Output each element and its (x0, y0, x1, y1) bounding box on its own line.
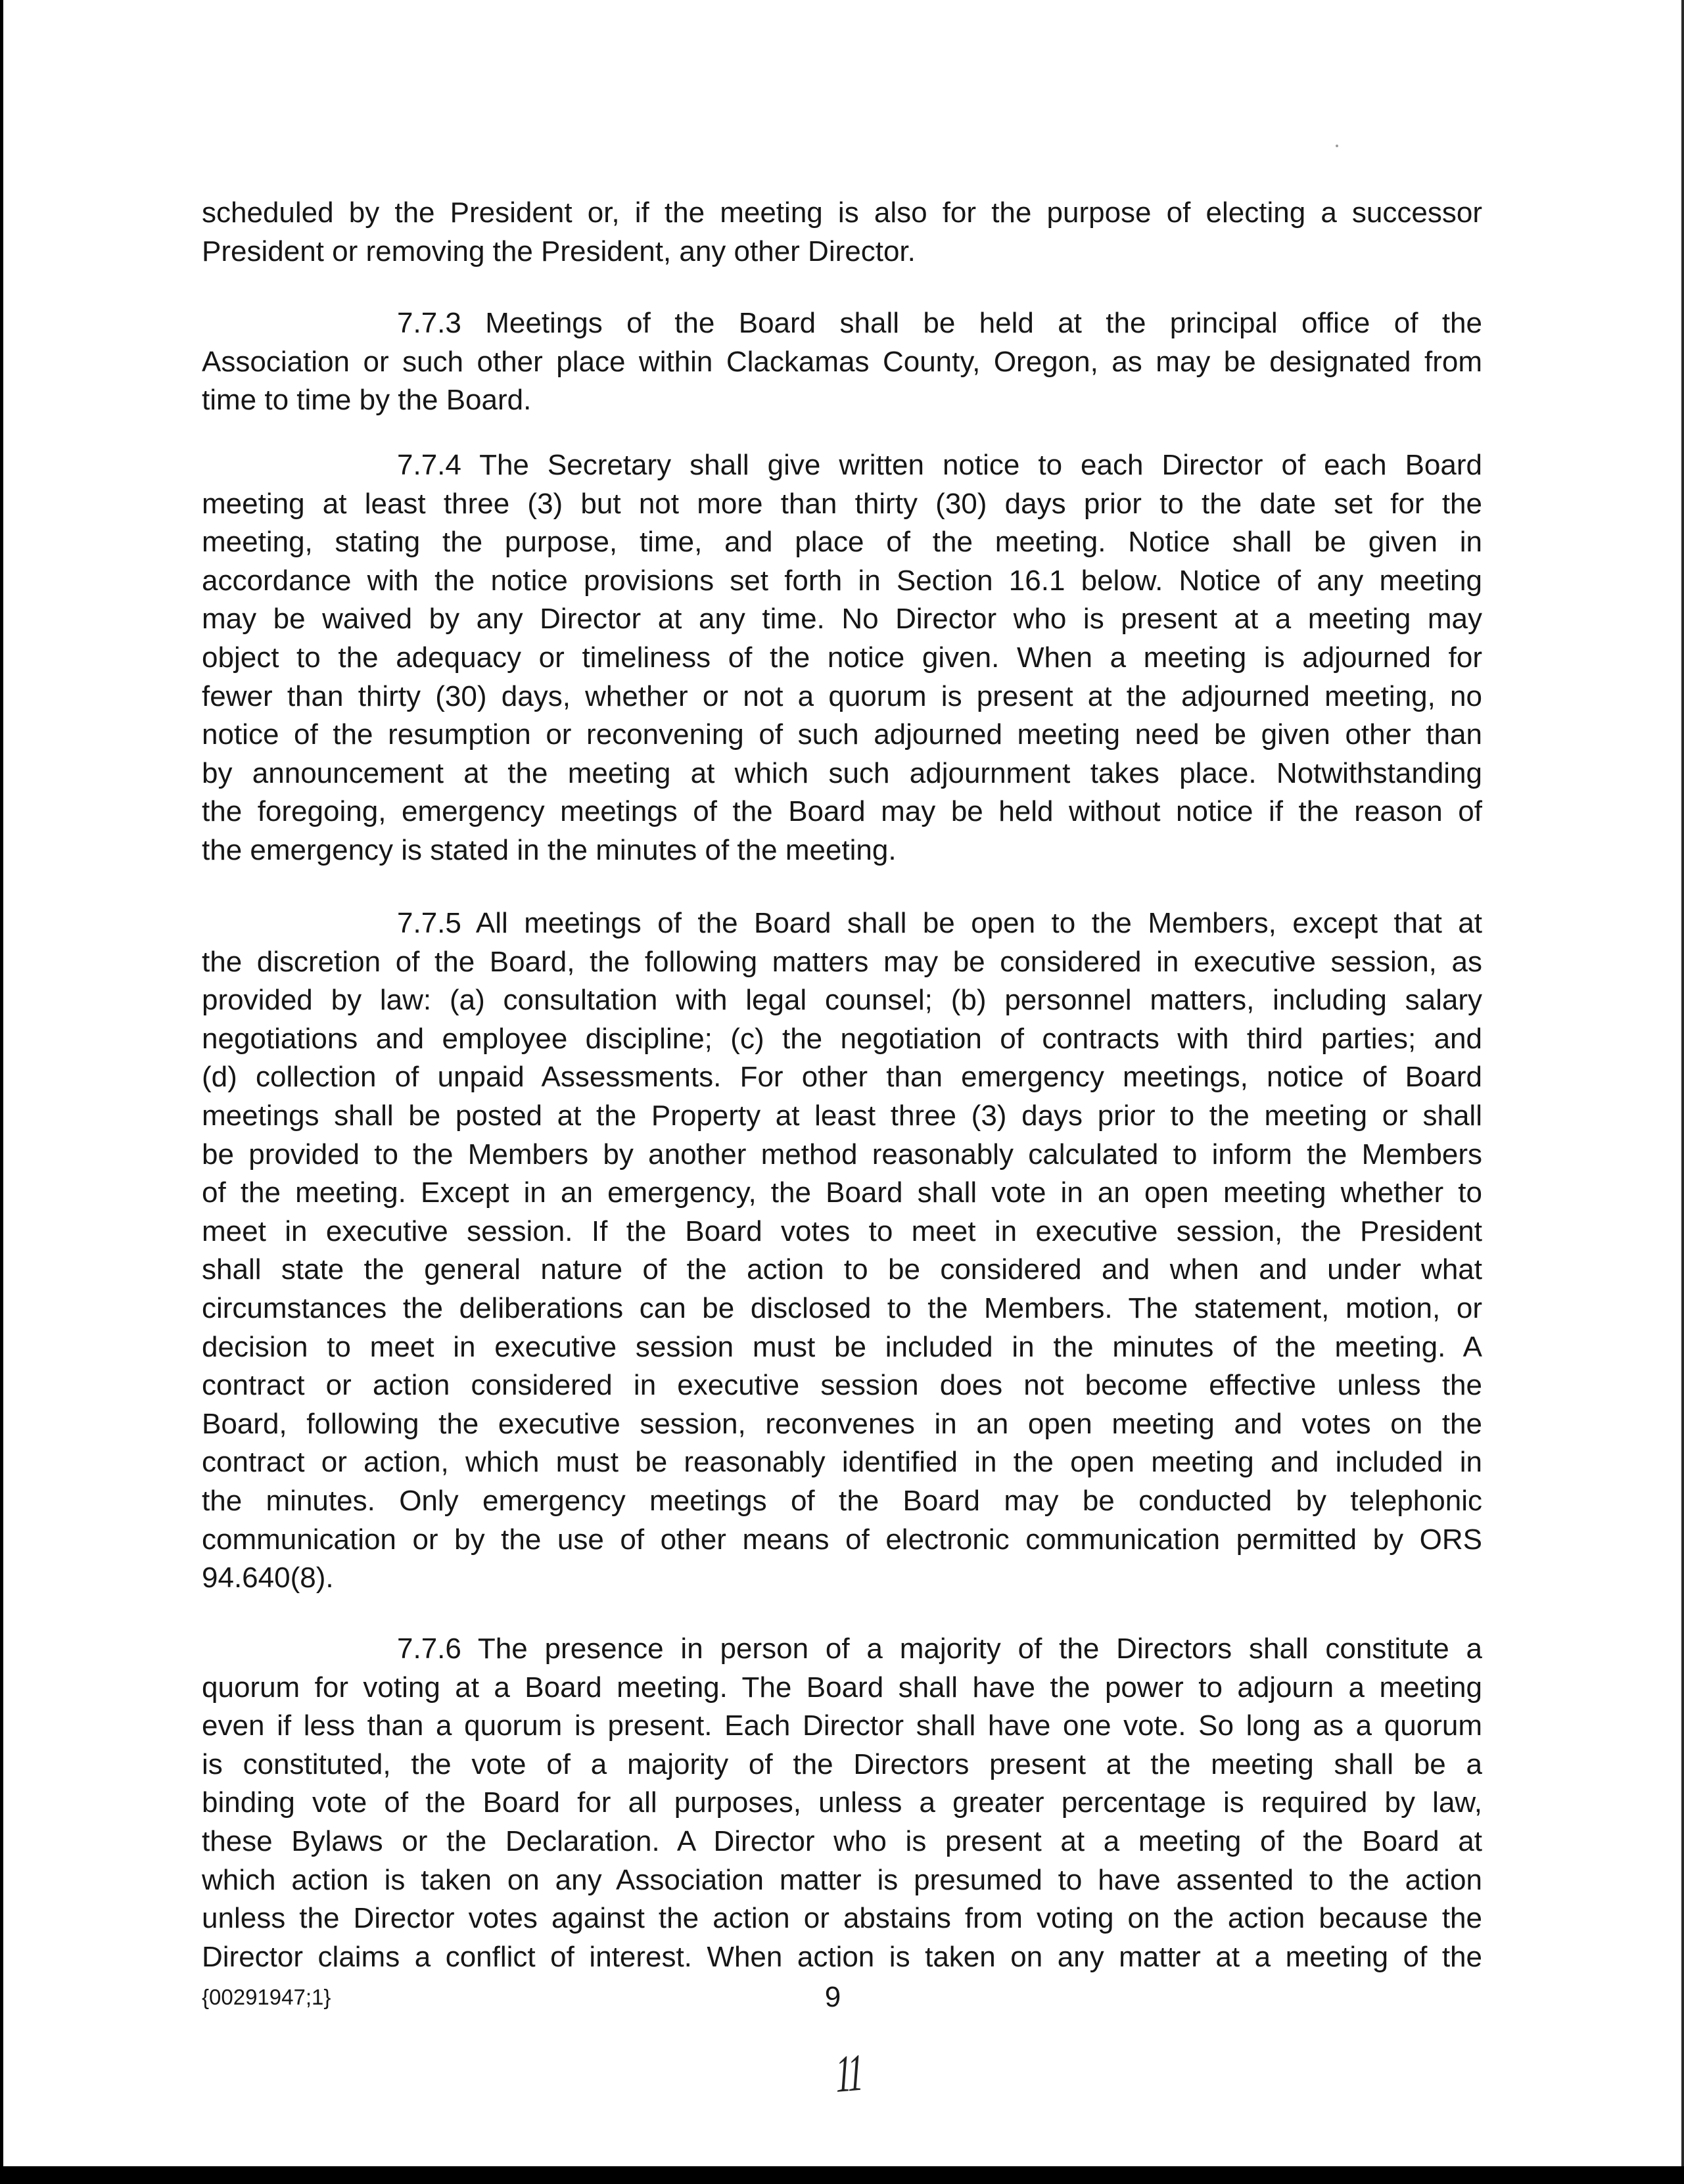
text-line: accordance with the notice provisions set forth in Section 16.1 below. Notice of any meeting (202, 564, 1482, 597)
text-line: negotiations and employee discipline; (c) the negotiation of contracts with third parties; and (202, 1022, 1482, 1055)
text-line: even if less than a quorum is present. Each Director shall have one vote. So long as a quorum (202, 1709, 1482, 1742)
text-line: decision to meet in executive session must be included in the minutes of the meeting. A (202, 1330, 1482, 1363)
text-line: these Bylaws or the Declaration. A Director who is present at a meeting of the Board at (202, 1824, 1482, 1857)
scan-edge-left (0, 0, 3, 2184)
text-line: meet in executive session. If the Board votes to meet in executive session, the President (202, 1215, 1482, 1247)
text-line: 7.7.4 The Secretary shall give written notice to each Director of each Board (397, 449, 1482, 481)
text-line: President or removing the President, any other Director. (202, 235, 916, 267)
text-line: the minutes. Only emergency meetings of the Board may be conducted by telephonic (202, 1484, 1482, 1517)
text-line: quorum for voting at a Board meeting. The Board shall have the power to adjourn a meeting (202, 1671, 1482, 1704)
footer-page-number: 9 (824, 1981, 841, 2013)
text-line: which action is taken on any Association matter is presumed to have assented to the action (202, 1863, 1482, 1896)
text-line: object to the adequacy or timeliness of the notice given. When a meeting is adjourned for (202, 641, 1482, 674)
scan-edge-right (1681, 0, 1684, 2184)
paragraph-continuation (202, 194, 1482, 271)
text-line: 7.7.5 All meetings of the Board shall be open to the Members, except that at (397, 907, 1482, 939)
text-line: time to time by the Board. (202, 384, 532, 417)
text-line: the discretion of the Board, the following matters may be considered in executive session, as (202, 945, 1482, 978)
text-line: is constituted, the vote of a majority of the Directors present at the meeting shall be a (202, 1748, 1482, 1780)
text-line: provided by law: (a) consultation with legal counsel; (b) personnel matters, including salary (202, 984, 1482, 1017)
text-line: notice of the resumption or reconvening of such adjourned meeting need be given other than (202, 718, 1482, 751)
text-line: may be waived by any Director at any time. No Director who is present at a meeting may (202, 603, 1482, 636)
text-line: scheduled by the President or, if the meeting is also for the purpose of electing a successor (202, 197, 1482, 229)
text-line: binding vote of the Board for all purposes, unless a greater percentage is required by law, (202, 1786, 1482, 1819)
text-line: fewer than thirty (30) days, whether or not a quorum is present at the adjourned meeting, no (202, 680, 1482, 712)
text-line: (d) collection of unpaid Assessments. For other than emergency meetings, notice of Board (202, 1061, 1482, 1094)
text-line: 7.7.3 Meetings of the Board shall be held at the principal office of the (397, 307, 1482, 339)
text-line: meetings shall be posted at the Property at least three (3) days prior to the meeting or shall (202, 1099, 1482, 1132)
text-line: circumstances the deliberations can be disclosed to the Members. The statement, motion, or (202, 1291, 1482, 1324)
paragraph-7-7-5 (202, 904, 1482, 1598)
text-line: unless the Director votes against the action or abstains from voting on the action because the (202, 1902, 1482, 1935)
text-line: contract or action, which must be reasonably identified in the open meeting and included in (202, 1446, 1482, 1479)
text-line: the emergency is stated in the minutes of the meeting. (202, 833, 897, 866)
handwritten-page-mark: 11 (835, 2043, 863, 2104)
text-line: Director claims a conflict of interest. When action is taken on any matter at a meeting of the (202, 1940, 1482, 1973)
scan-edge-bottom (0, 2166, 1684, 2184)
paragraph-7-7-3 (202, 304, 1482, 420)
text-line: meeting at least three (3) but not more than thirty (30) days prior to the date set for the (202, 487, 1482, 520)
text-line: of the meeting. Except in an emergency, the Board shall vote in an open meeting whether to (202, 1176, 1482, 1209)
text-line: be provided to the Members by another method reasonably calculated to inform the Members (202, 1138, 1482, 1171)
text-line: shall state the general nature of the action to be considered and when and under what (202, 1253, 1482, 1286)
text-line: by announcement at the meeting at which such adjournment takes place. Notwithstanding (202, 756, 1482, 789)
text-line: contract or action considered in executive session does not become effective unless the (202, 1369, 1482, 1402)
scan-speck (1336, 145, 1338, 147)
text-line: the foregoing, emergency meetings of the Board may be held without notice if the reason of (202, 795, 1482, 828)
text-line: meeting, stating the purpose, time, and place of the meeting. Notice shall be given in (202, 526, 1482, 559)
text-line: 94.640(8). (202, 1562, 334, 1594)
text-line: Board, following the executive session, reconvenes in an open meeting and votes on the (202, 1407, 1482, 1440)
paragraph-7-7-6 (202, 1630, 1482, 1976)
text-line: Association or such other place within Clackamas County, Oregon, as may be designated from (202, 345, 1482, 378)
text-line: communication or by the use of other means of electronic communication permitted by ORS (202, 1523, 1482, 1556)
paragraph-7-7-4 (202, 446, 1482, 870)
footer-document-id: {00291947;1} (202, 1985, 331, 2009)
text-line: 7.7.6 The presence in person of a majority of the Directors shall constitute a (397, 1633, 1482, 1665)
